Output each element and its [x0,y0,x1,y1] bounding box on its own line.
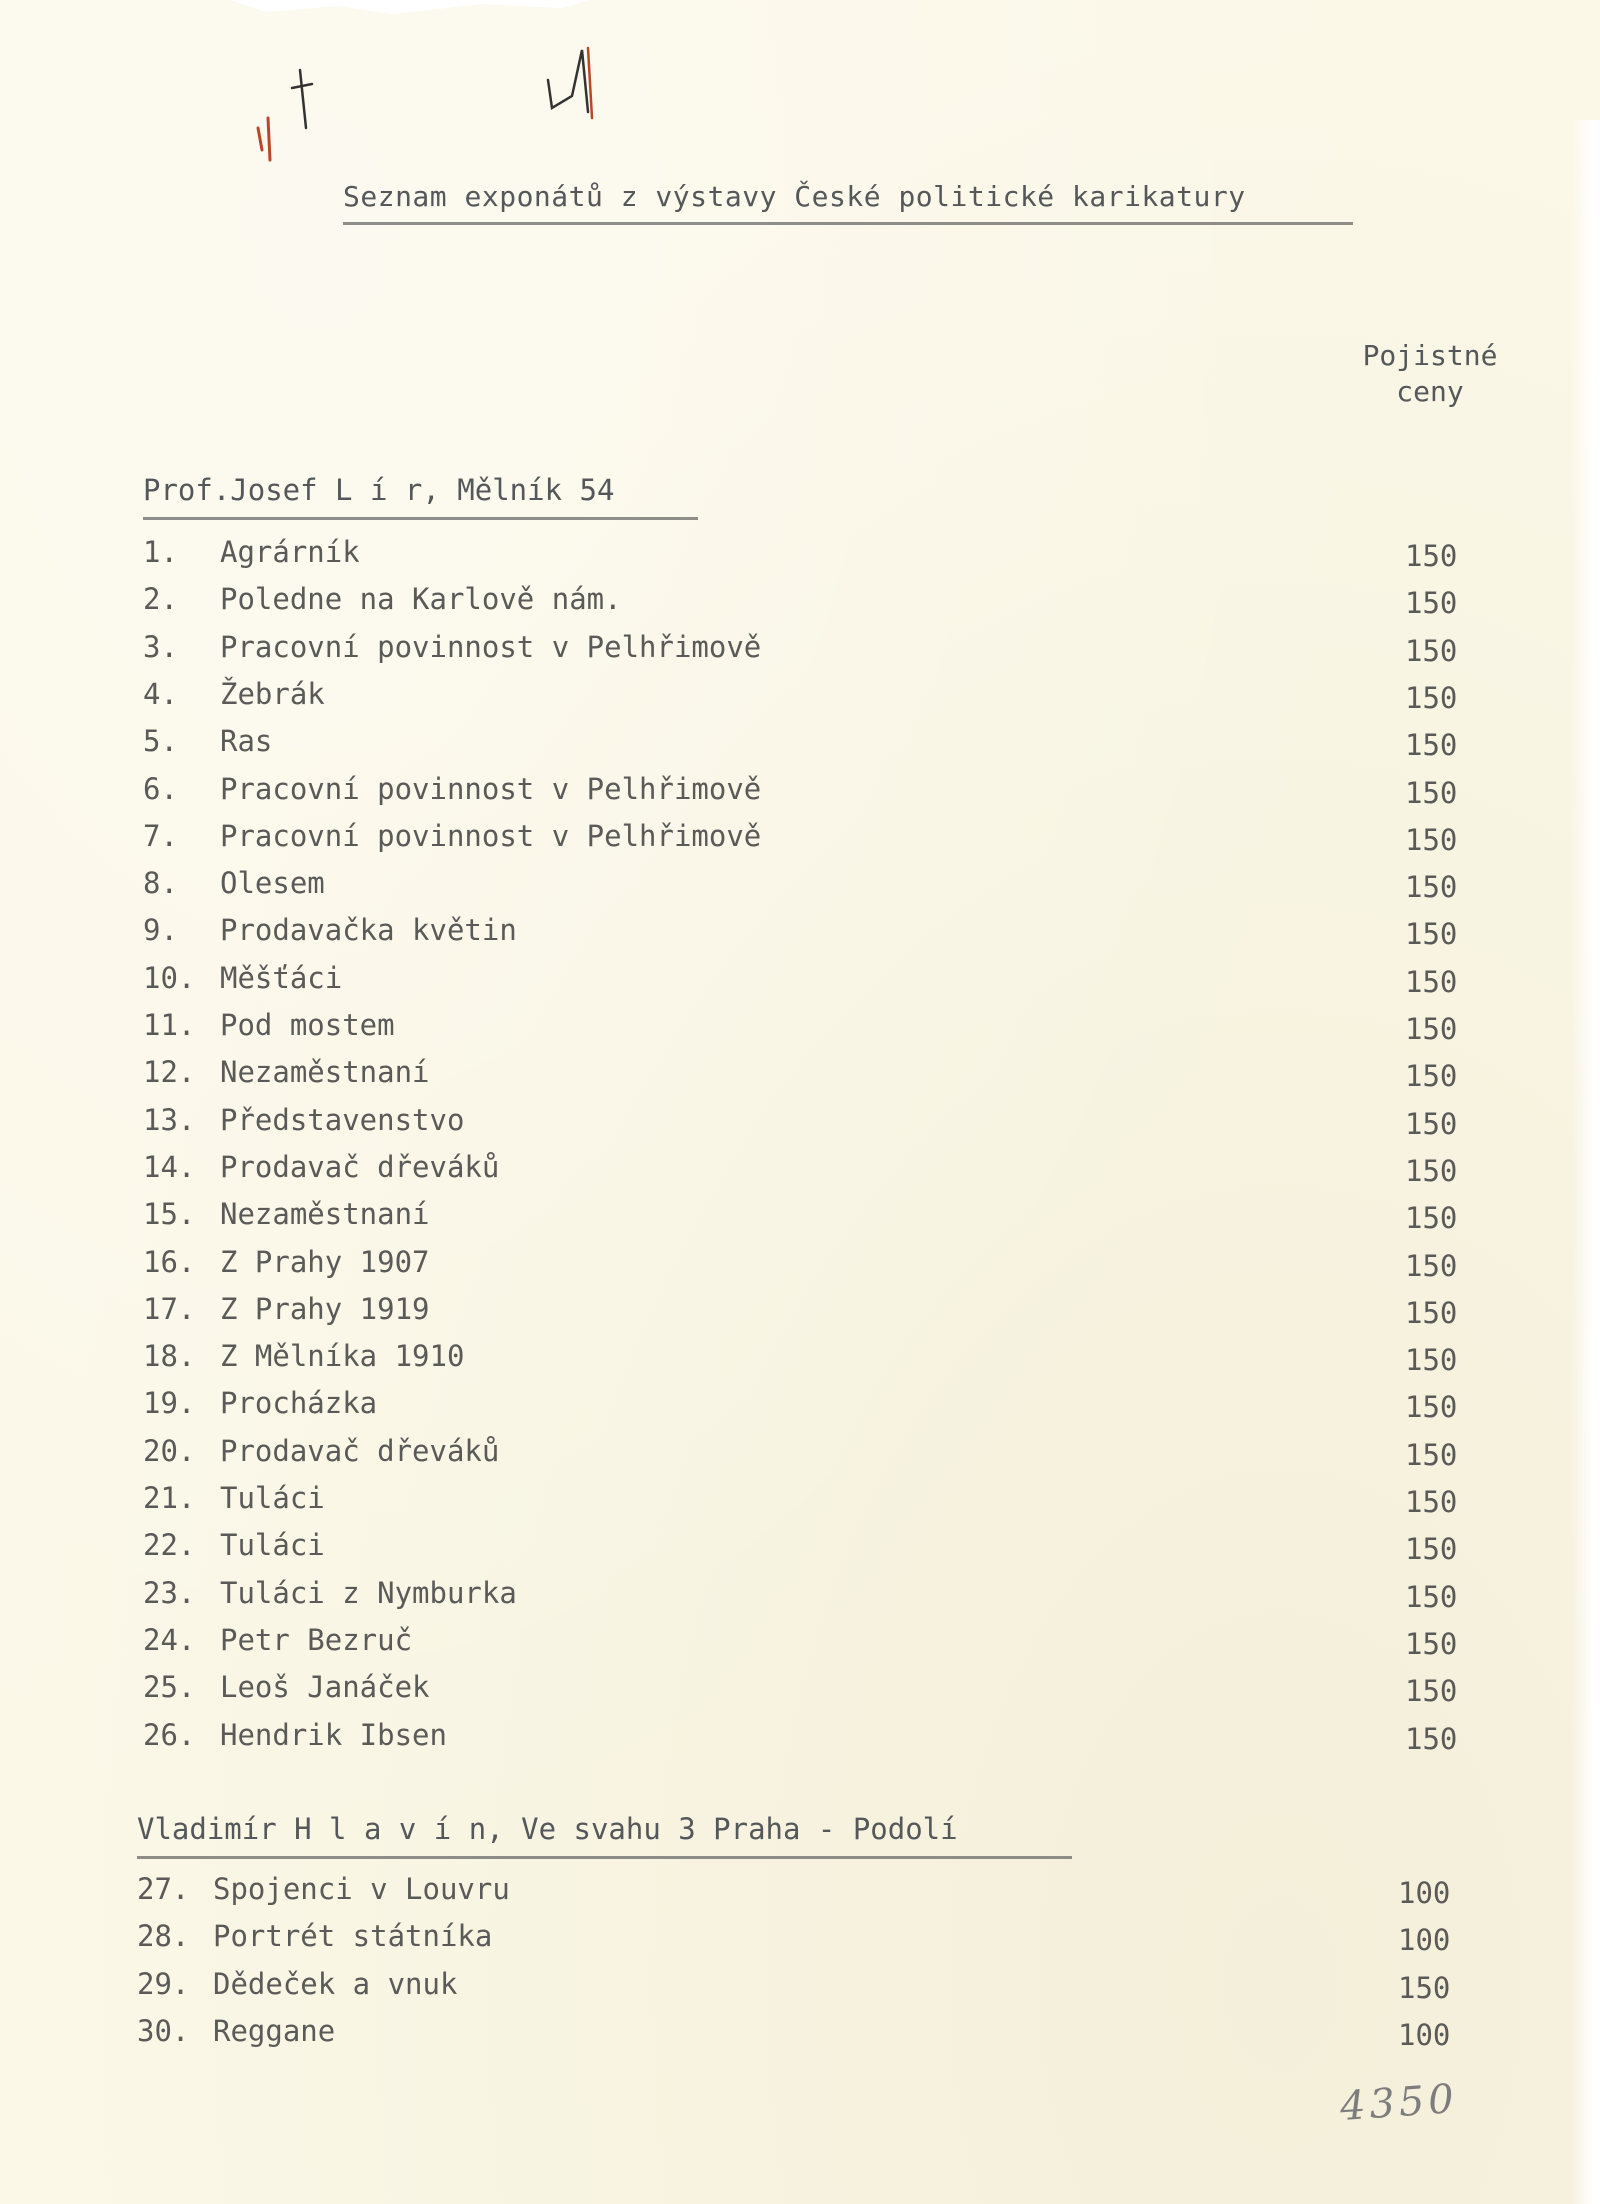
item-title: Tuláci [220,1481,325,1515]
item-number: 14. [143,1149,196,1184]
price-header-line-2: ceny [1396,375,1464,408]
item-title: Pracovní povinnost v Pelhřimově [220,818,762,853]
item-number: 19. [143,1386,196,1421]
item-title: Prodavačka květin [220,913,517,948]
handwritten-total: 4350 [1338,2075,1460,2131]
item-price: 150 [1405,586,1458,621]
item-price: 150 [1405,1721,1458,1756]
item-number: 30. [137,2013,190,2048]
item-number: 27. [137,1872,190,1906]
price-column-header [1345,338,1515,410]
list-item [0,630,1600,670]
pencil-marks-icon [0,0,1600,200]
item-number: 4. [143,676,178,711]
item-price: 150 [1405,1674,1458,1709]
item-price: 150 [1398,1970,1451,2005]
list-item [0,866,1600,906]
item-title: Z Prahy 1907 [220,1244,430,1279]
list-item [0,1872,1600,1912]
section-heading-hlavin: Vladimír H l a v í n, Ve svahu 3 Praha - Podolí [137,1812,958,1846]
list-item [0,582,1600,622]
list-item [0,961,1600,1001]
item-title: Petr Bezruč [220,1622,413,1657]
item-price: 150 [1405,1343,1458,1378]
section-underline-hlavin [137,1856,1072,1859]
item-number: 20. [143,1433,196,1468]
item-title: Portrét státníka [213,1919,493,1954]
item-number: 13. [143,1102,196,1137]
list-item [0,1919,1600,1959]
title-underline [343,222,1353,225]
item-price: 150 [1405,917,1458,952]
item-price: 150 [1405,822,1458,857]
item-price: 150 [1405,1248,1458,1283]
list-item [0,1718,1600,1758]
list-item [0,1008,1600,1048]
item-number: 29. [137,1966,190,2001]
item-number: 12. [143,1055,196,1090]
item-price: 150 [1405,1485,1458,1519]
item-price: 150 [1405,1106,1458,1141]
item-title: Dědeček a vnuk [213,1966,458,2001]
item-price: 150 [1405,1437,1458,1472]
item-price: 150 [1405,1153,1458,1188]
item-title: Pracovní povinnost v Pelhřimově [220,771,762,806]
item-number: 7. [143,818,178,853]
item-title: Žebrák [220,676,325,711]
item-number: 5. [143,724,178,759]
item-title: Procházka [220,1386,378,1421]
item-price: 100 [1398,1876,1451,1910]
dark-mark-right [548,50,588,112]
item-price: 150 [1405,1579,1458,1614]
item-title: Z Mělníka 1910 [220,1339,465,1374]
list-item [0,1103,1600,1143]
red-mark-left [258,118,270,160]
item-number: 9. [143,913,178,948]
item-title: Leoš Janáček [220,1670,430,1705]
item-title: Nezaměstnaní [220,1055,430,1090]
item-number: 15. [143,1197,196,1232]
item-price: 150 [1405,870,1458,905]
item-number: 8. [143,866,178,901]
item-number: 21. [143,1481,196,1515]
item-title: Pod mostem [220,1008,395,1042]
item-title: Agrárník [220,535,360,569]
list-item [0,1386,1600,1426]
item-price: 150 [1405,633,1458,668]
item-price: 150 [1405,1012,1458,1046]
item-price: 150 [1405,1059,1458,1094]
list-item [0,677,1600,717]
list-item [0,819,1600,859]
list-item [0,772,1600,812]
item-price: 150 [1405,1626,1458,1661]
item-price: 150 [1405,539,1458,573]
item-title: Spojenci v Louvru [213,1872,510,1906]
list-item [0,1339,1600,1379]
item-price: 150 [1405,680,1458,715]
item-number: 6. [143,771,178,806]
item-price: 150 [1405,775,1458,810]
item-number: 17. [143,1291,196,1326]
item-title: Nezaměstnaní [220,1197,430,1232]
item-number: 11. [143,1008,196,1042]
list-item [0,1434,1600,1474]
list-item [0,913,1600,953]
section-heading-lir: Prof.Josef L í r, Mělník 54 [143,473,615,507]
list-item [0,1055,1600,1095]
item-title: Z Prahy 1919 [220,1291,430,1326]
item-title: Měšťáci [220,960,343,995]
item-price: 150 [1405,1295,1458,1330]
item-number: 10. [143,960,196,995]
item-price: 150 [1405,728,1458,763]
item-number: 25. [143,1670,196,1705]
item-title: Olesem [220,866,325,901]
item-title: Tuláci z Nymburka [220,1575,517,1610]
list-item [0,535,1600,575]
list-item [0,1150,1600,1190]
item-title: Reggane [213,2013,336,2048]
item-number: 16. [143,1244,196,1279]
item-title: Hendrik Ibsen [220,1717,447,1752]
list-item [0,1245,1600,1285]
item-price: 150 [1405,964,1458,999]
list-item [0,1481,1600,1521]
item-price: 100 [1398,1923,1451,1958]
list-item [0,1967,1600,2007]
price-header-line-1: Pojistné [1362,339,1498,372]
item-number: 1. [143,535,178,569]
list-item [0,1197,1600,1237]
list-item [0,1670,1600,1710]
document-title: Seznam exponátů z výstavy České politické karikatury [343,180,1246,213]
item-title: Poledne na Karlově nám. [220,582,622,617]
list-item [0,1528,1600,1568]
item-number: 22. [143,1528,196,1563]
item-number: 3. [143,629,178,664]
list-item [0,2014,1600,2054]
list-item [0,1292,1600,1332]
item-title: Prodavač dřeváků [220,1433,500,1468]
item-title: Pracovní povinnost v Pelhřimově [220,629,762,664]
item-number: 23. [143,1575,196,1610]
item-number: 18. [143,1339,196,1374]
item-title: Tuláci [220,1528,325,1563]
item-price: 150 [1405,1390,1458,1425]
item-title: Ras [220,724,273,759]
item-number: 26. [143,1717,196,1752]
item-title: Prodavač dřeváků [220,1149,500,1184]
dark-mark-left [292,70,312,128]
item-number: 2. [143,582,178,617]
item-price: 150 [1405,1532,1458,1567]
item-number: 28. [137,1919,190,1954]
list-item [0,1623,1600,1663]
item-price: 100 [1398,2017,1451,2052]
section-underline-lir [143,517,698,520]
item-price: 150 [1405,1201,1458,1236]
list-item [0,1576,1600,1616]
item-title: Představenstvo [220,1102,465,1137]
item-number: 24. [143,1622,196,1657]
list-item [0,724,1600,764]
